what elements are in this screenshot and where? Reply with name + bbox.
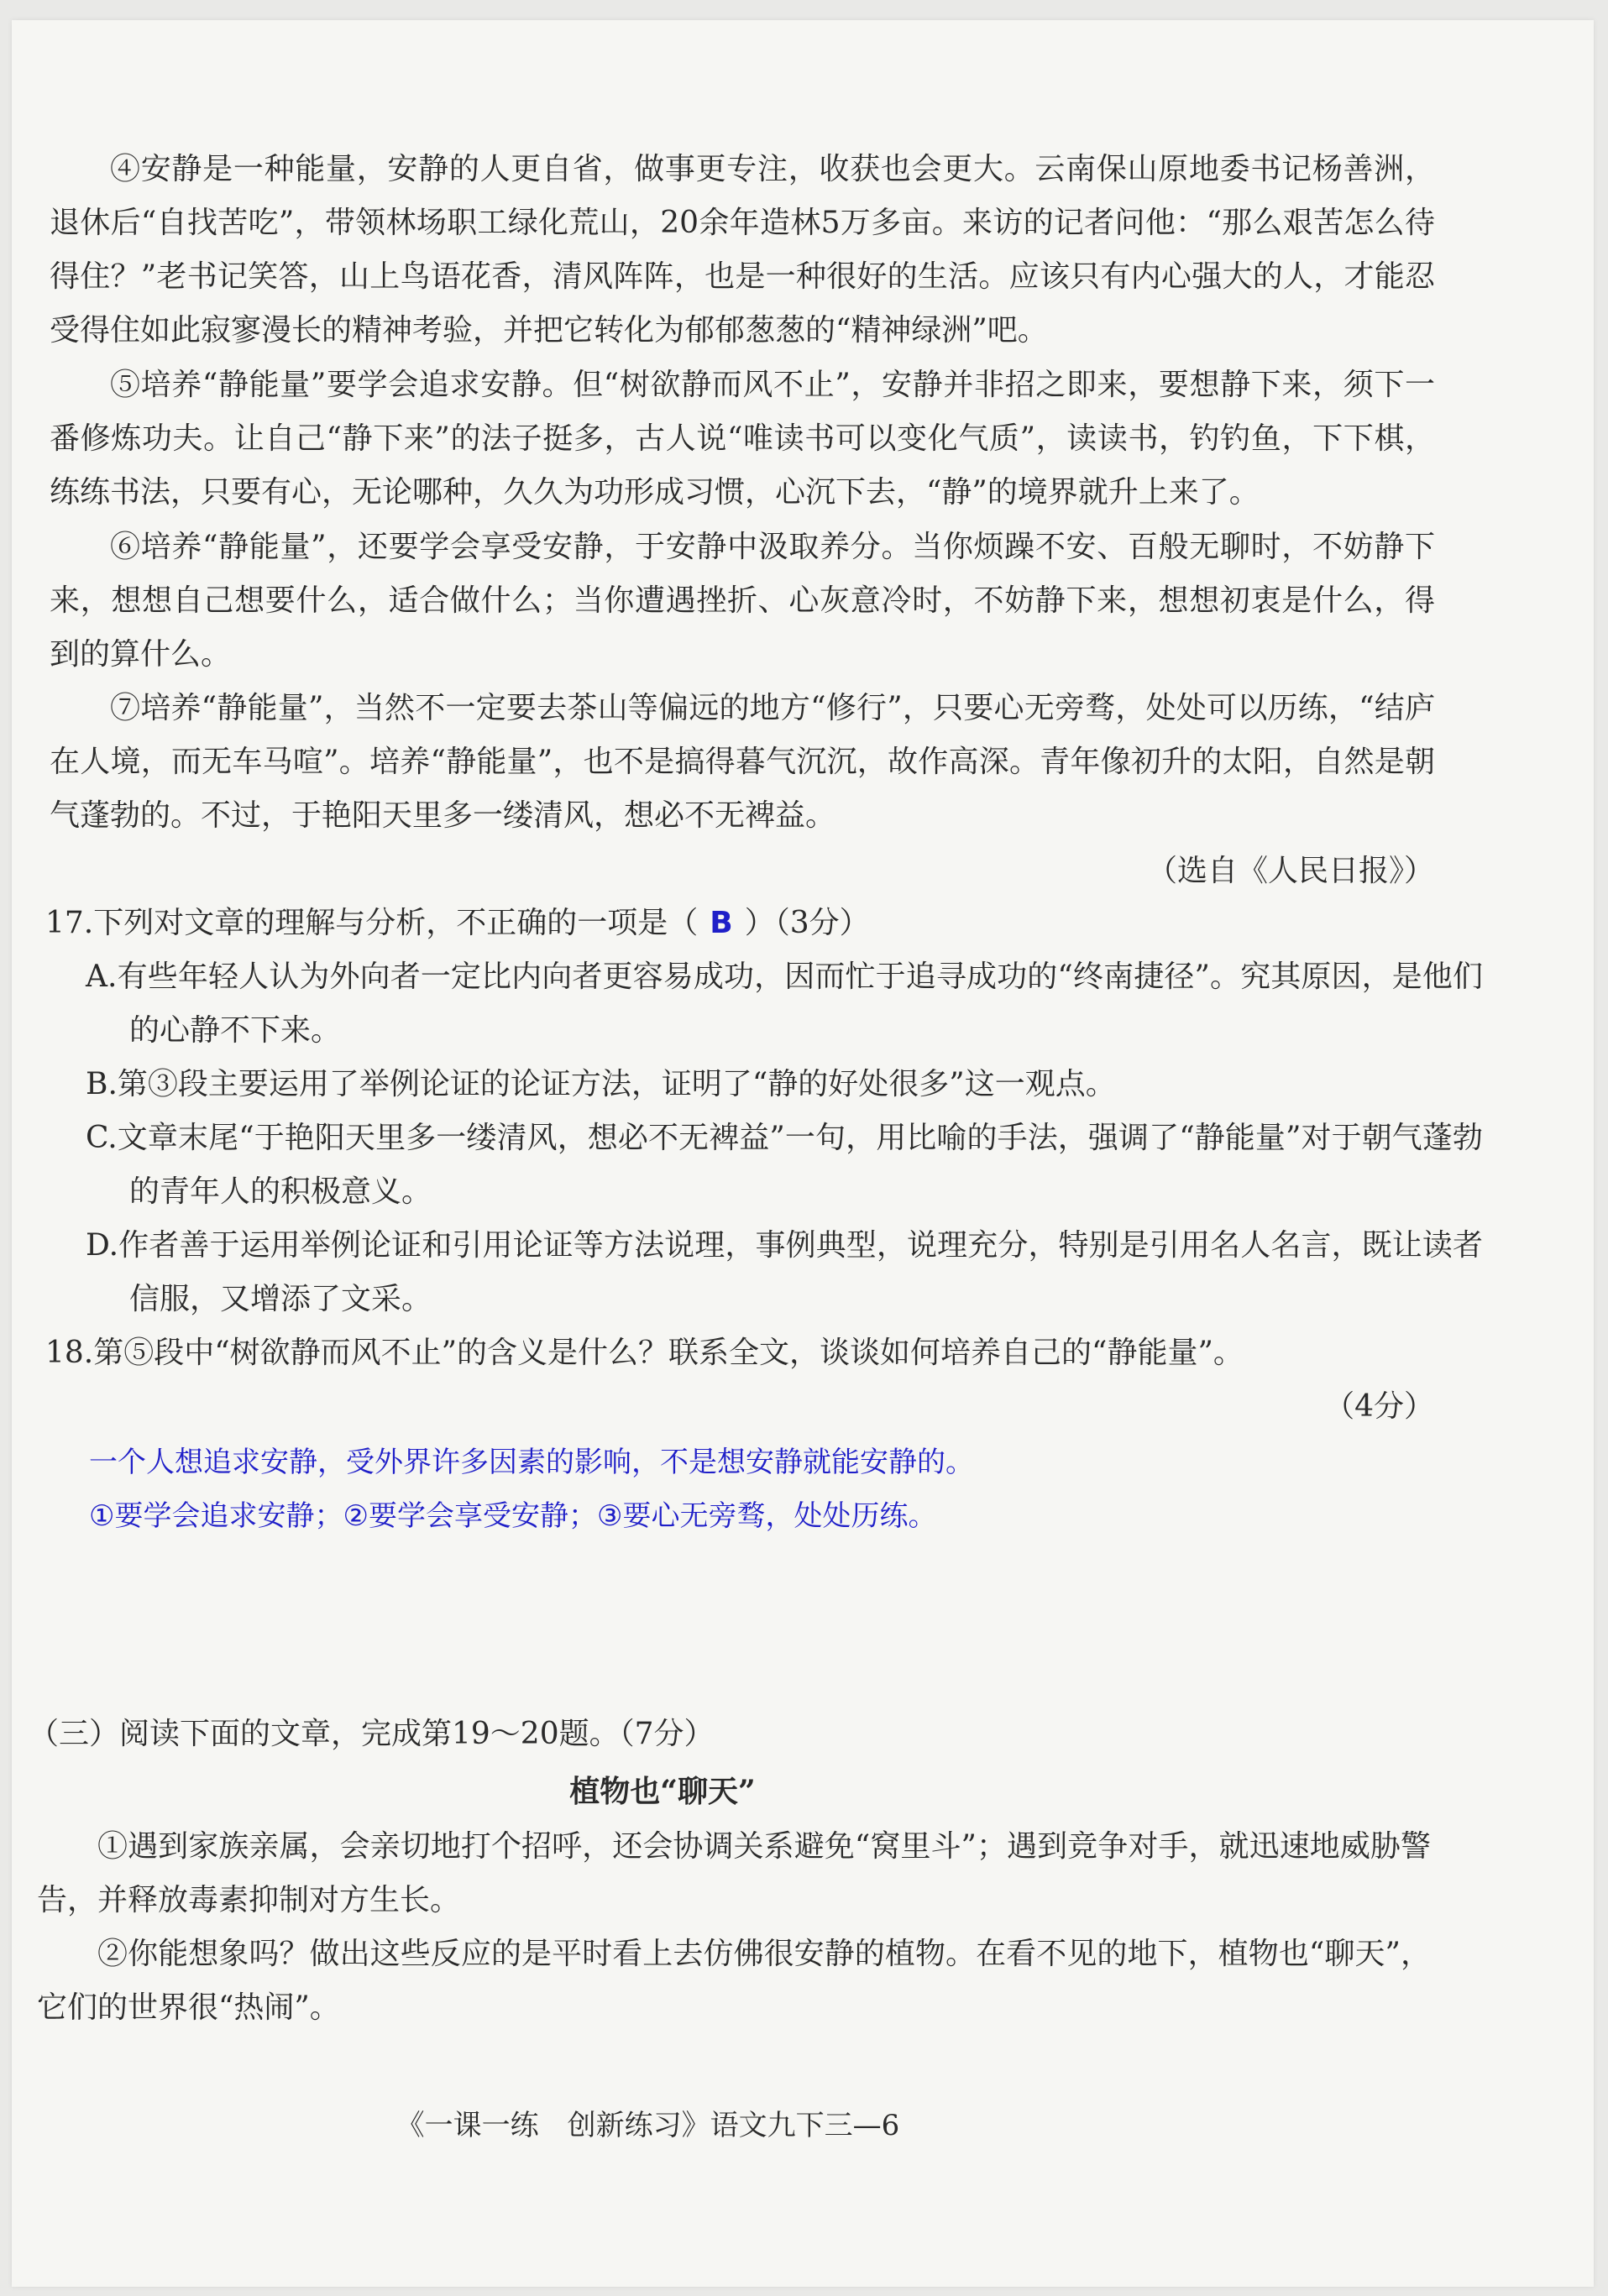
paragraph-7: ⑦培养“静能量”，当然不一定要去茶山等偏远的地方“修行”，只要心无旁骛，处处可以历练，“结庐在人境，而无车马喧”。培养“静能量”，也不是搞得暮气沉沉，故作高深。青年像初升的太阳，自然是朝气蓬勃的。不过，于艳阳天里多一缕清风，想必不无裨益。 bbox=[50, 691, 1435, 833]
question-17-prefix: 17.下列对文章的理解与分析，不正确的一项是（ bbox=[45, 906, 699, 940]
question-17-option-a: A.有些年轻人认为外向者一定比内向者更容易成功，因而忙于追寻成功的“终南捷径”。究其原因，是他们的心静不下来。 bbox=[86, 960, 1483, 1048]
source-citation: （选自《人民日报》） bbox=[1146, 854, 1434, 888]
question-17-option-c: C.文章末尾“于艳阳天里多一缕清风，想必不无裨益”一句，用比喻的手法，强调了“静能量”对于朝气蓬勃的青年人的积极意义。 bbox=[86, 1121, 1483, 1209]
question-17-option-b: B.第③段主要运用了举例论证的论证方法，证明了“静的好处很多”这一观点。 bbox=[86, 1067, 1116, 1101]
worksheet-page bbox=[12, 20, 1594, 2287]
question-18-stem: 18.第⑤段中“树欲静而风不止”的含义是什么？联系全文，谈谈如何培养自己的“静能量”。 bbox=[45, 1336, 1244, 1370]
paragraph-6: ⑥培养“静能量”，还要学会享受安静，于安静中汲取养分。当你烦躁不安、百般无聊时，不妨静下来，想想自己想要什么，适合做什么；当你遭遇挫折、心灰意冷时，不妨静下来，想想初衷是什么，得到的算什么。 bbox=[50, 530, 1435, 672]
question-18-score: （4分） bbox=[1324, 1389, 1434, 1424]
section-3-heading: （三）阅读下面的文章，完成第19～20题。（7分） bbox=[29, 1717, 715, 1751]
page-footer: 《一课一练 创新练习》语文九下三—6 bbox=[395, 2109, 900, 2142]
paragraph-4: ④安静是一种能量，安静的人更自省，做事更专注，收获也会更大。云南保山原地委书记杨善洲，退休后“自找苦吃”，带领林场职工绿化荒山，20余年造林5万多亩。来访的记者问他：“那么艰苦怎么待得住？”老书记笑答，山上鸟语花香，清风阵阵，也是一种很好的生活。应该只有内心强大的人，才能忍受得住如此寂寥漫长的精神考验，并把它转化为郁郁葱葱的“精神绿洲”吧。 bbox=[50, 152, 1435, 348]
article-paragraph-2: ②你能想象吗？做出这些反应的是平时看上去仿佛很安静的植物。在看不见的地下，植物也“聊天”，它们的世界很“热闹”。 bbox=[37, 1937, 1431, 2025]
question-17-answer: B bbox=[710, 906, 733, 940]
article-paragraph-1: ①遇到家族亲属，会亲切地打个招呼，还会协调关系避免“窝里斗”；遇到竞争对手，就迅速地威胁警告，并释放毒素抑制对方生长。 bbox=[37, 1829, 1431, 1917]
question-18-answer-line-2: ①要学会追求安静；②要学会享受安静；③要心无旁骛，处处历练。 bbox=[89, 1499, 937, 1533]
question-18-answer-line-1: 一个人想追求安静，受外界许多因素的影响，不是想安静就能安静的。 bbox=[89, 1446, 974, 1479]
question-17-suffix: ）（3分） bbox=[744, 906, 870, 940]
article-title: 植物也“聊天” bbox=[569, 1774, 756, 1809]
question-17-stem bbox=[45, 897, 1439, 950]
question-17-option-d: D.作者善于运用举例论证和引用论证等方法说理，事例典型，说理充分，特别是引用名人名言，既让读者信服，又增添了文采。 bbox=[86, 1228, 1483, 1316]
paragraph-5: ⑤培养“静能量”要学会追求安静。但“树欲静而风不止”，安静并非招之即来，要想静下来，须下一番修炼功夫。让自己“静下来”的法子挺多，古人说“唯读书可以变化气质”，读读书，钓钓鱼，下下棋，练练书法，只要有心，无论哪种，久久为功形成习惯，心沉下去，“静”的境界就升上来了。 bbox=[50, 368, 1435, 510]
